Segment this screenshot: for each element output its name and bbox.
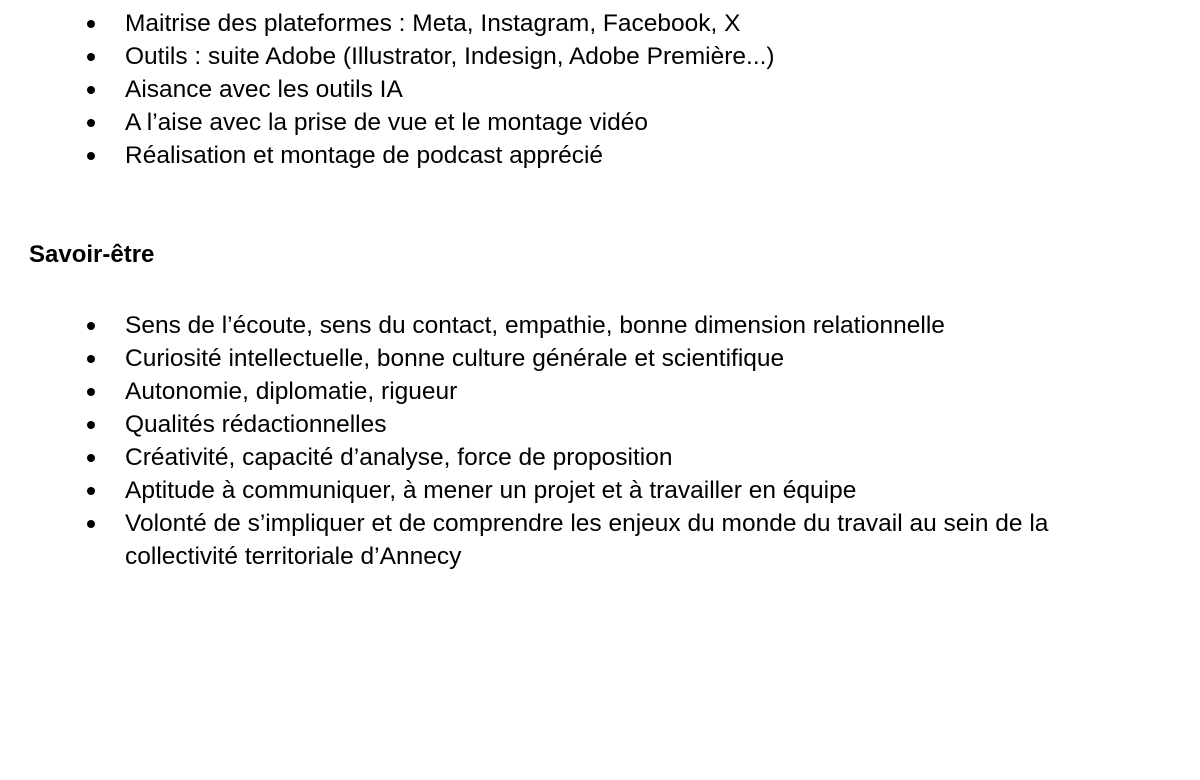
- list-item-text: Maitrise des plateformes : Meta, Instagram, Facebook, X: [125, 10, 741, 37]
- list-item-text: Qualités rédactionnelles: [125, 411, 387, 438]
- list-item: [0, 73, 1200, 106]
- bullet-icon: [87, 454, 95, 462]
- bullet-icon: [87, 487, 95, 495]
- list-item-text: Créativité, capacité d’analyse, force de proposition: [125, 444, 673, 471]
- list-item-text: A l’aise avec la prise de vue et le montage vidéo: [125, 109, 648, 136]
- bullet-icon: [87, 53, 95, 61]
- list-item-text: Curiosité intellectuelle, bonne culture générale et scientifique: [125, 345, 785, 372]
- bullet-icon: [87, 152, 95, 160]
- list-item: [0, 139, 1200, 172]
- list-item: [0, 7, 1200, 40]
- bullet-icon: [87, 355, 95, 363]
- list-item: [0, 375, 1200, 408]
- bullet-icon: [87, 421, 95, 429]
- bullet-icon: [87, 520, 95, 528]
- list-item: [0, 474, 1200, 507]
- list-item: [0, 40, 1200, 73]
- list-item: [0, 309, 1200, 342]
- list-item-text: Autonomie, diplomatie, rigueur: [125, 378, 458, 405]
- list-item-text: Réalisation et montage de podcast apprécié: [125, 142, 604, 169]
- bullet-icon: [87, 322, 95, 330]
- list-item-text: Aisance avec les outils IA: [125, 76, 403, 103]
- bullet-icon: [87, 119, 95, 127]
- bullet-icon: [87, 86, 95, 94]
- skills-list: [0, 7, 1200, 172]
- section-heading: Savoir-être: [29, 241, 155, 268]
- list-item-text: Sens de l’écoute, sens du contact, empathie, bonne dimension relationnelle: [125, 312, 945, 339]
- bullet-icon: [87, 388, 95, 396]
- bullet-icon: [87, 20, 95, 28]
- list-item: [0, 342, 1200, 375]
- list-item: [0, 507, 1200, 573]
- soft-skills-list: [0, 309, 1200, 573]
- list-item: [0, 106, 1200, 139]
- list-item: [0, 408, 1200, 441]
- list-item-text: Volonté de s’impliquer et de comprendre les enjeux du monde du travail au sein de la collectivité territoriale d’Annecy: [125, 510, 1049, 570]
- list-item-text: Outils : suite Adobe (Illustrator, Indesign, Adobe Première...): [125, 43, 775, 70]
- list-item-text: Aptitude à communiquer, à mener un projet et à travailler en équipe: [125, 477, 857, 504]
- list-item: [0, 441, 1200, 474]
